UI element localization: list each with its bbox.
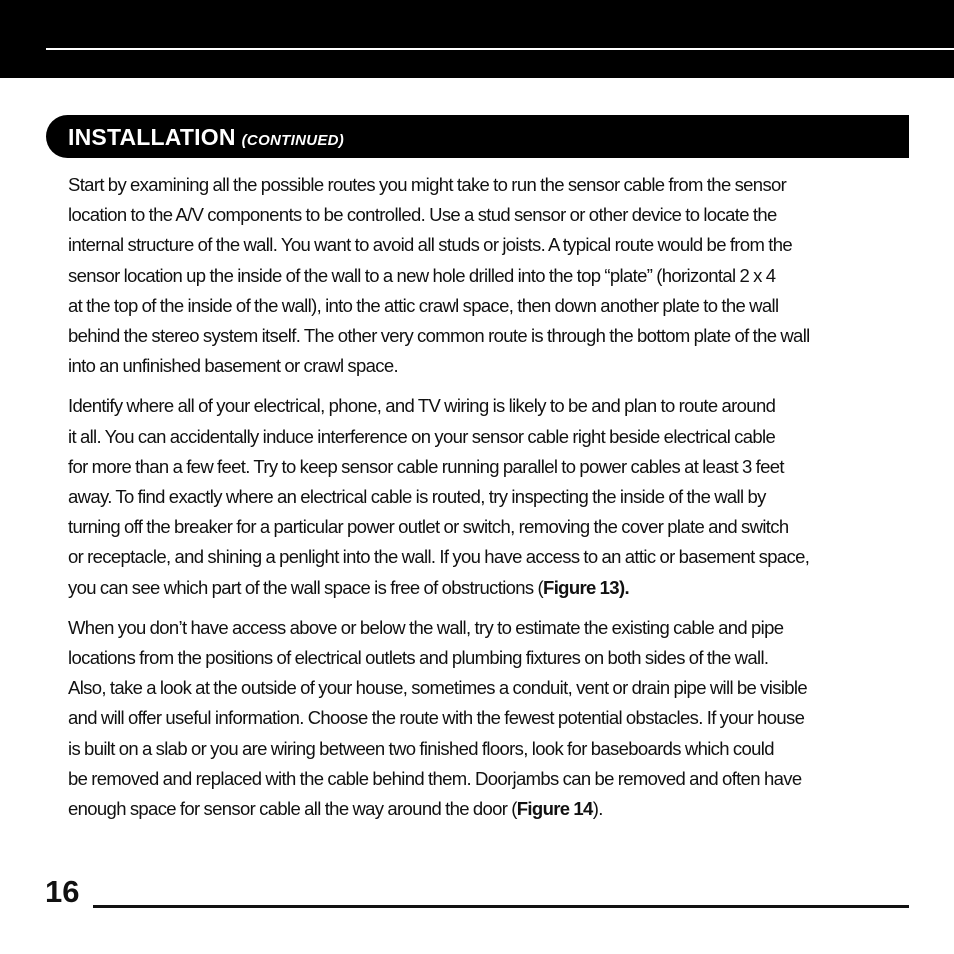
top-header-band: [0, 0, 954, 78]
section-subtitle: (CONTINUED): [241, 132, 345, 149]
page-number: 16: [45, 874, 80, 909]
paragraph-3-text: When you don’t have access above or below the wall, try to estimate the existing cable and pipe locations from the positions of electrical outlets and plumbing fixtures on both sides of the wall. Also, take a look at the outside of your house, sometimes a conduit, vent or drain pipe will be visible and will offer useful information. Choose the route with the fewest potential obstacles. If your house is built on a slab or you are wiring between two finished floors, look for baseboards which could be removed and replaced with the cable behind them. Doorjambs can be removed and often have enough space for sensor cable all the way around the door (: [68, 616, 808, 820]
figure-14-reference: Figure 14: [516, 798, 593, 820]
paragraph-2: [68, 391, 910, 602]
section-heading: [68, 124, 344, 151]
section-header-bar: [46, 115, 909, 158]
top-header-rule: [46, 48, 954, 50]
paragraph-3-end: ).: [592, 798, 603, 820]
body-text: [68, 170, 910, 834]
footer-rule: [93, 905, 909, 908]
section-title: INSTALLATION: [68, 124, 236, 150]
figure-13-reference: Figure 13).: [543, 576, 629, 598]
paragraph-1: Start by examining all the possible routes you might take to run the sensor cable from the sensor location to the A/V components to be controlled. Use a stud sensor or other device to locate the internal structure of the wall. You want to avoid all studs or joists. A typical route would be from the sensor location up the inside of the wall to a new hole drilled into the top “plate” (horizontal 2 x 4 at the top of the inside of the wall), into the attic crawl space, then down another plate to the wall behind the stereo system itself. The other very common route is through the bottom plate of the wall into an unfinished basement or crawl space.: [68, 174, 810, 377]
paragraph-3: [68, 613, 910, 824]
paragraph-2-text: Identify where all of your electrical, phone, and TV wiring is likely to be and plan to route around it all. You can accidentally induce interference on your sensor cable right beside electrical cable for more than a few feet. Try to keep sensor cable running parallel to power cables at least 3 feet away. To find exactly where an electrical cable is routed, try inspecting the inside of the wall by turning off the breaker for a particular power outlet or switch, removing the cover plate and switch or receptacle, and shining a penlight into the wall. If you have access to an attic or basement space, you can see which part of the wall space is free of obstructions (: [68, 395, 810, 598]
